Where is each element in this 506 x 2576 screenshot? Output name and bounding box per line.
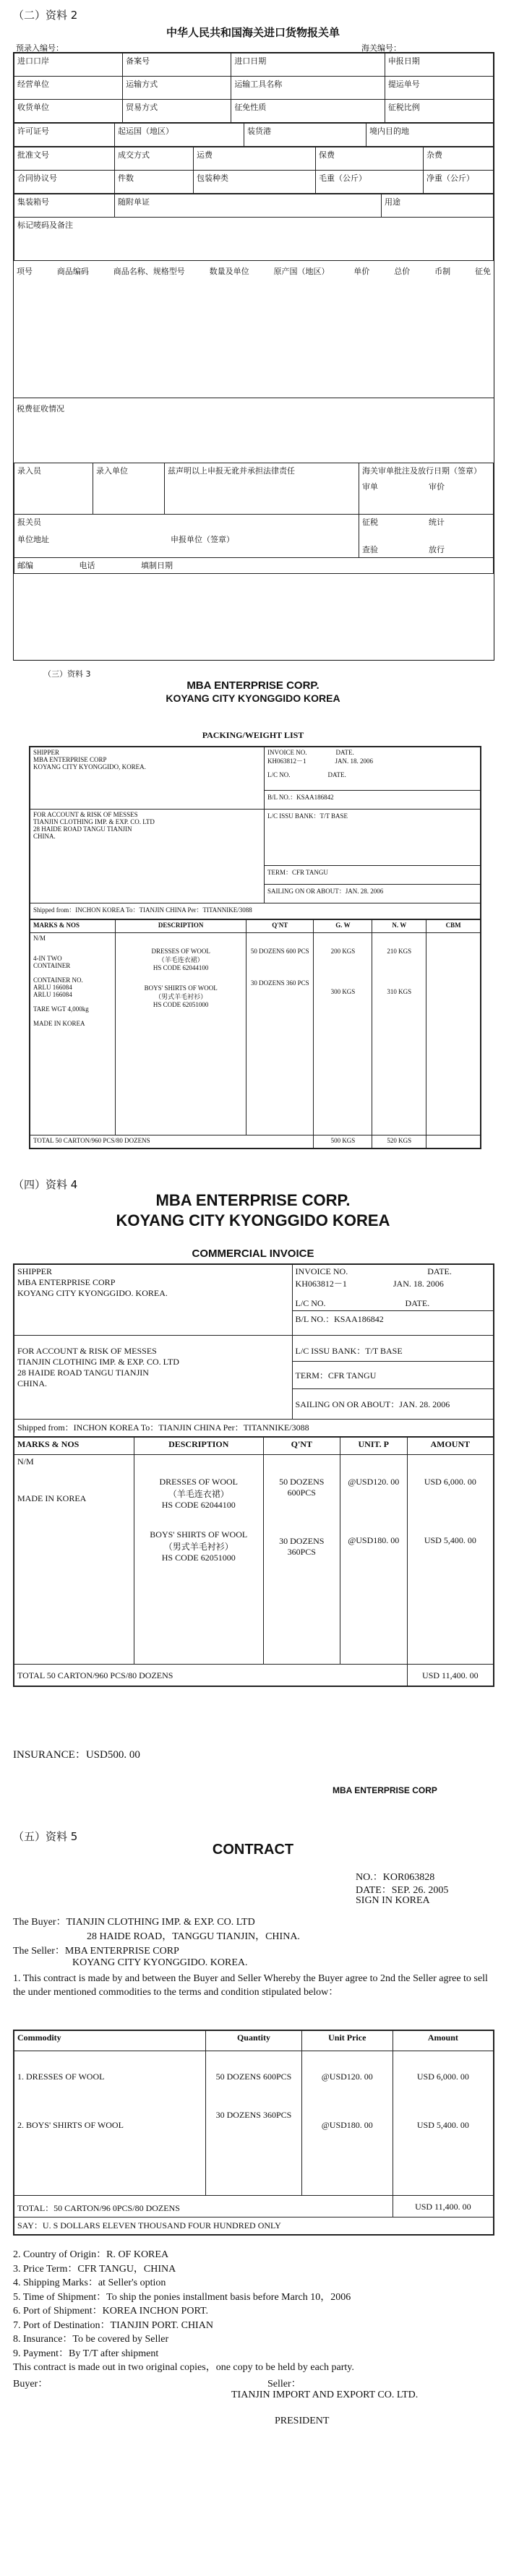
packing-title: PACKING/WEIGHT LIST <box>202 730 304 740</box>
contract-col-quantity: Quantity <box>206 2031 302 2051</box>
customs-approval-cell <box>359 463 494 514</box>
packing-lc-bank: L/C ISSU BANK：T/T BASE <box>264 810 480 866</box>
invoice-item-unit: @USD120. 00 <box>348 1477 400 1487</box>
contract-clauses <box>13 2248 493 2375</box>
customs-approval-label: 海关审单批注及放行日期（签章） <box>362 466 481 476</box>
packing-shipper-cell <box>30 747 265 810</box>
invoice-col-unit-price: UNIT. P <box>340 1438 407 1455</box>
invoice-account-line-2: TIANJIN CLOTHING IMP. & EXP. CO. LTD <box>17 1357 179 1367</box>
invoice-sign-company: MBA ENTERPRISE CORP <box>333 1785 437 1795</box>
goods-col-exempt: 征免 <box>475 267 491 276</box>
contract-col-commodity: Commodity <box>14 2031 206 2051</box>
field-insurance: 保费 <box>316 147 424 171</box>
packing-cbm-cell <box>426 933 481 1135</box>
postcode-label: 邮编 <box>17 560 33 570</box>
packing-marks-line: MADE IN KOREA <box>33 1020 85 1027</box>
invoice-marks-cell <box>14 1455 134 1665</box>
packing-city: KOYANG CITY KYONGGIDO KOREA <box>166 692 340 704</box>
packing-total: TOTAL 50 CARTON/960 PCS/80 DOZENS <box>30 1135 314 1149</box>
invoice-total-amount: USD 11,400. 00 <box>407 1665 493 1686</box>
packing-account-line-1: FOR ACCOUNT & RISK OF MESSES <box>33 811 138 818</box>
contract-seller-address: KOYANG CITY KYONGGIDO. KOREA. <box>72 1957 248 1968</box>
contract-item-qty: 30 DOZENS 360PCS <box>215 2110 292 2120</box>
contact-row <box>14 557 494 573</box>
invoice-col-marks: MARKS & NOS <box>14 1438 134 1455</box>
contract-total-amount: USD 11,400. 00 <box>393 2196 493 2217</box>
packing-total-cbm <box>426 1135 481 1149</box>
packing-total-gw: 500 KGS <box>314 1135 372 1149</box>
packing-item-nw: 210 KGS <box>387 948 412 955</box>
invoice-shipper-address: KOYANG CITY KYONGGIDO. KOREA. <box>17 1288 168 1298</box>
field-destination: 境内目的地 <box>366 124 494 147</box>
invoice-amount-cell <box>407 1455 493 1665</box>
packing-total-nw: 520 KGS <box>372 1135 426 1149</box>
packing-item-desc-zh: （男式羊毛衬衫） <box>155 993 207 1000</box>
field-record-no: 备案号 <box>123 53 231 77</box>
contract-say-amount: SAY：U. S DOLLARS ELEVEN THOUSAND FOUR HUNDRED ONLY <box>14 2217 494 2235</box>
packing-shipper-address: KOYANG CITY KYONGGIDO, KOREA. <box>33 763 146 770</box>
goods-col-name: 商品名称、规格型号 <box>113 267 185 276</box>
packing-marks-cell <box>30 933 116 1135</box>
goods-header-row <box>14 261 494 398</box>
section4-label: （四）资料 4 <box>13 1178 78 1191</box>
packing-col-nw: N. W <box>372 920 426 933</box>
invoice-bl-cell: B/L NO.：KSAA186842 <box>292 1311 493 1336</box>
packing-marks-line: TARE WGT 4,000kg <box>33 1005 89 1013</box>
invoice-no: KH063812－1 <box>295 1279 347 1289</box>
contract-clause: 4. Shipping Marks：at Seller's option <box>13 2277 166 2288</box>
invoice-account-cell <box>14 1336 293 1420</box>
price-review-label: 审价 <box>429 482 445 491</box>
contract-table <box>13 2030 494 2236</box>
contract-amount-cell <box>393 2051 493 2196</box>
packing-gw-cell <box>314 933 372 1135</box>
contract-clause: 8. Insurance：To be covered by Seller <box>13 2334 169 2345</box>
invoice-title: COMMERCIAL INVOICE <box>192 1248 314 1260</box>
invoice-item-hs: HS CODE 62044100 <box>161 1500 236 1510</box>
field-transport-mode: 运输方式 <box>123 77 231 100</box>
entry-unit-label: 录入单位 <box>96 466 128 476</box>
field-origin-country: 起运国（地区） <box>115 124 244 147</box>
field-pieces: 件数 <box>115 171 194 194</box>
invoice-account-line-1: FOR ACCOUNT & RISK OF MESSES <box>17 1346 157 1356</box>
invoice-sailing: SAILING ON OR ABOUT：JAN. 28. 2006 <box>292 1389 493 1420</box>
invoice-date-label: DATE. <box>427 1266 452 1276</box>
section2-label: （二）资料 2 <box>13 9 78 22</box>
invoice-item-qty: 50 DOZENS 600PCS <box>279 1477 325 1498</box>
field-usage: 用途 <box>382 194 494 218</box>
invoice-qty-cell <box>263 1455 340 1665</box>
contract-commodity-cell <box>14 2051 206 2196</box>
declarant-sign-label: 申报单位（签章） <box>171 534 234 544</box>
contract-seller-company: TIANJIN IMPORT AND EXPORT CO. LTD. <box>231 2390 419 2400</box>
packing-item-hs: HS CODE 62051000 <box>153 1001 209 1008</box>
packing-term: TERM：CFR TANGU <box>264 866 480 885</box>
goods-col-total: 总价 <box>394 267 411 276</box>
invoice-item-desc-zh: （男式羊毛衬衫） <box>163 1542 233 1552</box>
contract-item-unit: @USD120. 00 <box>321 2071 373 2082</box>
packing-item-qty: 50 DOZENS 600 PCS <box>250 948 309 955</box>
declarant-label: 报关员 <box>17 517 41 527</box>
field-consignee: 收货单位 <box>14 100 123 123</box>
invoice-total: TOTAL 50 CARTON/960 PCS/80 DOZENS <box>14 1665 408 1686</box>
goods-col-unit-price: 单价 <box>353 267 370 276</box>
customs-declaration-form <box>13 52 494 661</box>
contract-clause-1: 1. This contract is made by and between the Buyer and Seller Whereby the Buyer agree to 2nd the Seller agree to sell the under mentioned commodities to the terms and condition stipulated below： <box>13 1973 488 1998</box>
field-business-unit: 经营单位 <box>14 77 123 100</box>
field-trade-mode: 贸易方式 <box>123 100 231 123</box>
contract-item-amount: USD 6,000. 00 <box>416 2071 469 2082</box>
contract-date: DATE：SEP. 26. 2005 <box>356 1885 449 1896</box>
invoice-lc-label: L/C NO. <box>295 1298 326 1308</box>
invoice-description-cell <box>134 1455 263 1665</box>
field-contract-no: 合同协议号 <box>14 171 115 194</box>
field-import-port: 进口口岸 <box>14 53 123 77</box>
packing-item-desc-zh: （羊毛连衣裙） <box>158 956 204 963</box>
invoice-col-description: DESCRIPTION <box>134 1438 263 1455</box>
packing-company: MBA ENTERPRISE CORP. <box>186 679 320 692</box>
packing-item-qty: 30 DOZENS 360 PCS <box>250 979 309 987</box>
field-misc-fee: 杂费 <box>424 147 494 171</box>
packing-list-sheet <box>29 746 481 1149</box>
packing-marks-line: N/M <box>33 935 46 942</box>
field-container-no: 集装箱号 <box>14 194 115 218</box>
contract-clause: 6. Port of Shipment：KOREA INCHON PORT. <box>13 2306 208 2317</box>
field-declare-date: 申报日期 <box>385 53 493 77</box>
declaration-statement-cell <box>165 463 359 514</box>
entry-clerk-cell <box>14 463 93 514</box>
field-freight: 运费 <box>194 147 316 171</box>
field-package-type: 包装种类 <box>194 171 316 194</box>
packing-shipped-from: Shipped from：INCHON KOREA To：TIANJIN CHINA Per：TITANNIKE/3088 <box>30 903 481 919</box>
invoice-shipper-label: SHIPPER <box>17 1266 53 1276</box>
invoice-item-qty: 30 DOZENS 360PCS <box>279 1536 325 1557</box>
packing-item-gw: 300 KGS <box>330 988 356 995</box>
contract-no: NO.：KOR063828 <box>356 1872 435 1883</box>
tax-statistics-cell <box>359 514 494 557</box>
goods-col-code: 商品编码 <box>56 267 89 276</box>
pre-entry-label: 预录入编号： <box>16 43 64 53</box>
contract-title: CONTRACT <box>212 1842 294 1858</box>
invoice-item-desc: BOYS' SHIRTS OF WOOL <box>150 1529 248 1540</box>
tax-levy-label: 税费征收情况 <box>17 404 64 413</box>
packing-invoice-label: INVOICE NO. <box>267 749 307 756</box>
packing-col-gw: G. W <box>314 920 372 933</box>
packing-account-line-4: CHINA. <box>33 833 56 840</box>
contract-item-amount: USD 5,400. 00 <box>416 2120 469 2130</box>
invoice-no-cell <box>292 1265 493 1311</box>
goods-col-currency: 币制 <box>434 267 451 276</box>
section5-label: （五）资料 5 <box>13 1830 78 1843</box>
packing-account-cell <box>30 810 265 903</box>
contract-president: PRESIDENT <box>275 2416 330 2426</box>
invoice-item-desc-zh: （羊毛连衣裙） <box>168 1489 229 1499</box>
field-approval-no: 批准文号 <box>14 147 115 171</box>
invoice-col-qty: Q'NT <box>263 1438 340 1455</box>
invoice-lc-bank: L/C ISSU BANK：T/T BASE <box>292 1336 493 1362</box>
section3-label: （三）资料 3 <box>43 669 91 679</box>
invoice-shipper-name: MBA ENTERPRISE CORP <box>17 1277 116 1287</box>
packing-col-marks: MARKS & NOS <box>30 920 116 933</box>
field-deal-mode: 成交方式 <box>115 147 194 171</box>
field-bill-no: 提运单号 <box>385 77 493 100</box>
invoice-shipped-from: Shipped from：INCHON KOREA To：TIANJIN CHINA Per：TITANNIKE/3088 <box>14 1420 494 1437</box>
field-import-date: 进口日期 <box>231 53 385 77</box>
packing-item-hs: HS CODE 62044100 <box>153 964 209 971</box>
contract-item-unit: @USD180. 00 <box>321 2120 373 2130</box>
declaration-title: 中华人民共和国海关进口货物报关单 <box>166 26 340 39</box>
invoice-account-line-4: CHINA. <box>17 1378 47 1388</box>
packing-marks-line: ARLU 166084 <box>33 984 72 991</box>
invoice-term: TERM：CFR TANGU <box>292 1362 493 1389</box>
field-license-no: 许可证号 <box>14 124 115 147</box>
packing-marks-line: CONTAINER <box>33 962 71 969</box>
packing-item-gw: 200 KGS <box>330 948 356 955</box>
invoice-shipper-cell <box>14 1265 293 1336</box>
packing-shipper-label: SHIPPER <box>33 749 60 756</box>
release-label: 放行 <box>429 544 445 554</box>
invoice-marks-origin: MADE IN KOREA <box>17 1493 87 1503</box>
contract-sign-place: SIGN IN KOREA <box>356 1895 430 1906</box>
tax-levy-row <box>14 398 494 463</box>
field-loading-port: 装货港 <box>244 124 366 147</box>
contract-col-amount: Amount <box>393 2031 493 2051</box>
declarant-unit-label: 单位地址 <box>17 534 49 544</box>
packing-lc-label: L/C NO. <box>267 771 291 778</box>
contract-item-name: 2. BOYS' SHIRTS OF WOOL <box>17 2120 124 2130</box>
field-transport-name: 运输工具名称 <box>231 77 385 100</box>
packing-qty-cell <box>246 933 314 1135</box>
declaration-statement: 兹声明以上申报无讹并承担法律责任 <box>168 466 295 476</box>
packing-marks-line: 4-IN TWO <box>33 955 62 962</box>
invoice-date: JAN. 18. 2006 <box>393 1279 444 1289</box>
packing-marks-line: ARLU 166084 <box>33 991 72 998</box>
review-label: 审单 <box>362 482 378 491</box>
packing-shipper-name: MBA ENTERPRISE CORP <box>33 756 107 763</box>
invoice-item-amount: USD 5,400. 00 <box>424 1535 476 1545</box>
packing-bl-cell: B/L NO.：KSAA186842 <box>264 791 480 810</box>
packing-col-cbm: CBM <box>426 920 481 933</box>
packing-account-line-2: TIANJIN CLOTHING IMP. & EXP. CO. LTD <box>33 818 155 825</box>
invoice-item-amount: USD 6,000. 00 <box>424 1477 476 1487</box>
invoice-no-label: INVOICE NO. <box>295 1266 348 1276</box>
tax-levy-sign-label: 征税 <box>362 517 378 527</box>
contract-total: TOTAL：50 CARTON/96 0PCS/80 DOZENS <box>14 2196 393 2217</box>
invoice-account-line-3: 28 HAIDE ROAD TANGU TIANJIN <box>17 1368 149 1378</box>
invoice-company: MBA ENTERPRISE CORP. <box>155 1191 351 1209</box>
packing-lc-date: DATE. <box>327 771 346 778</box>
packing-date: JAN. 18. 2006 <box>335 757 373 765</box>
packing-item-desc: DRESSES OF WOOL <box>151 948 210 955</box>
commercial-invoice-sheet <box>13 1263 494 1687</box>
contract-seller-name: The Seller：MBA ENTERPRISE CORP <box>13 1946 179 1957</box>
contract-buyer-signature: Buyer： <box>13 2379 48 2390</box>
packing-description-cell <box>116 933 246 1135</box>
packing-nw-cell <box>372 933 426 1135</box>
entry-clerk-label: 录入员 <box>17 466 41 476</box>
goods-col-origin: 原产国（地区） <box>273 267 330 276</box>
invoice-item-hs: HS CODE 62051000 <box>161 1553 236 1563</box>
contract-clause: 2. Country of Origin：R. OF KOREA <box>13 2249 169 2260</box>
invoice-item-desc: DRESSES OF WOOL <box>159 1477 238 1487</box>
contract-clause: 7. Port of Destination：TIANJIN PORT. CHIAN <box>13 2319 213 2331</box>
packing-invoice-cell <box>264 747 480 791</box>
contract-copies-note: This contract is made out in two original copies，one copy to be held by each party. <box>13 2362 354 2373</box>
invoice-lc-date: DATE. <box>405 1298 430 1308</box>
field-net-weight: 净重（公斤） <box>424 171 494 194</box>
inspection-label: 查验 <box>362 544 378 554</box>
field-marks-remarks: 标记唛码及备注 <box>14 218 494 261</box>
goods-col-item: 项号 <box>17 267 33 276</box>
contract-clause: 3. Price Term：CFR TANGU，CHINA <box>13 2263 176 2275</box>
packing-account-line-3: 28 HAIDE ROAD TANGU TIANJIN <box>33 825 132 833</box>
contract-item-qty: 50 DOZENS 600PCS <box>215 2071 292 2082</box>
contract-unit-cell <box>301 2051 393 2196</box>
invoice-item-unit: @USD180. 00 <box>348 1535 400 1545</box>
contract-buyer-name: The Buyer：TIANJIN CLOTHING IMP. & EXP. CO. LTD <box>13 1917 255 1928</box>
phone-label: 电话 <box>79 560 95 570</box>
field-gross-weight: 毛重（公斤） <box>316 171 424 194</box>
field-exemption: 征免性质 <box>231 100 385 123</box>
field-tax-ratio: 征税比例 <box>385 100 493 123</box>
customs-no-label: 海关编号： <box>361 43 401 53</box>
packing-col-qty: Q'NT <box>246 920 314 933</box>
goods-col-qty: 数量及单位 <box>209 267 249 276</box>
contract-col-unit-price: Unit Price <box>301 2031 393 2051</box>
declarant-cell <box>14 514 359 557</box>
contract-buyer-address: 28 HAIDE ROAD，TANGGU TIANJIN，CHINA. <box>87 1931 300 1942</box>
contract-item-name: 1. DRESSES OF WOOL <box>17 2071 105 2082</box>
invoice-city: KOYANG CITY KYONGGIDO KOREA <box>116 1211 390 1229</box>
packing-sailing: SAILING ON OR ABOUT：JAN. 28. 2006 <box>264 885 480 903</box>
contract-clause: 5. Time of Shipment：To ship the ponies installment basis before March 10，2006 <box>13 2291 351 2303</box>
packing-item-nw: 310 KGS <box>387 988 412 995</box>
contract-seller-signature: Seller： <box>267 2379 301 2390</box>
invoice-marks-nm: N/M <box>17 1456 34 1467</box>
invoice-col-amount: AMOUNT <box>407 1438 493 1455</box>
entry-unit-cell <box>93 463 165 514</box>
packing-marks-line: CONTAINER NO. <box>33 976 83 984</box>
statistics-label: 统计 <box>429 517 445 527</box>
contract-quantity-cell <box>206 2051 302 2196</box>
invoice-unit-cell <box>340 1455 407 1665</box>
packing-date-label: DATE. <box>335 749 354 756</box>
fill-date-label: 填制日期 <box>141 560 173 570</box>
contract-clause: 9. Payment：By T/T after shipment <box>13 2348 159 2359</box>
packing-item-desc: BOYS' SHIRTS OF WOOL <box>144 984 218 992</box>
packing-invoice-no: KH063812－1 <box>267 757 306 765</box>
invoice-insurance: INSURANCE：USD500. 00 <box>13 1749 140 1761</box>
field-attached-docs: 随附单证 <box>115 194 382 218</box>
packing-col-description: DESCRIPTION <box>116 920 246 933</box>
